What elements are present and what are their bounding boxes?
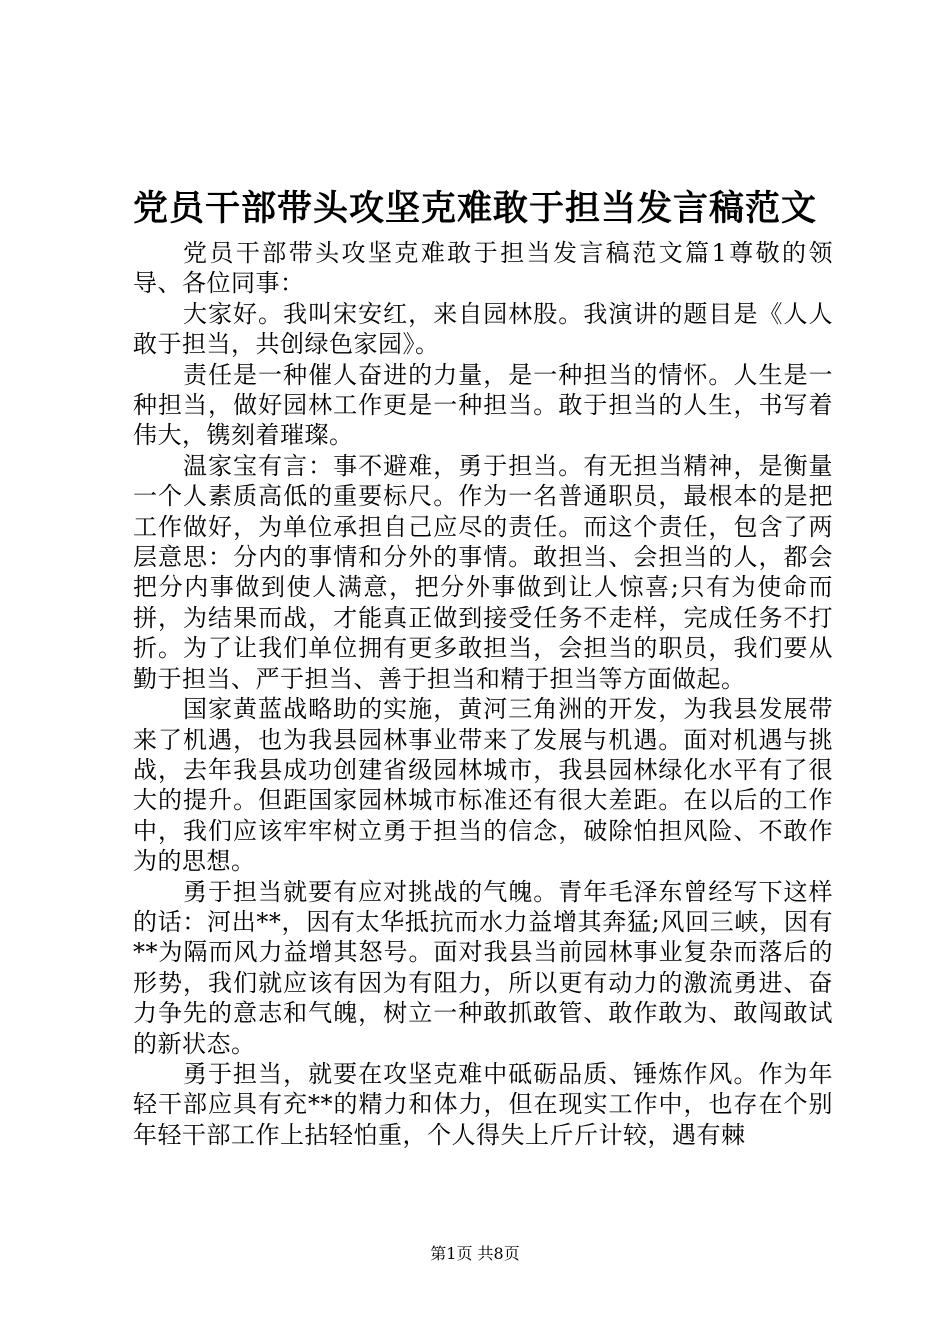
paragraph: 温家宝有言：事不避难，勇于担当。有无担当精神，是衡量一个人素质高低的重要标尺。作为一名普通职员，最根本的是把工作做好，为单位承担自己应尽的责任。而这个责任，包含了两层意思：分内的事情和分外的事情。敢担当、会担当的人，都会把分内事做到使人满意，把分外事做到让人惊喜;只有为使命而拼，为结果而战，才能真正做到接受任务不走样，完成任务不打折。为了让我们单位拥有更多敢担当，会担当的职员，我们要从勤于担当、严于担当、善于担当和精于担当等方面做起。 bbox=[133, 451, 833, 693]
paragraph: 党员干部带头攻坚克难敢于担当发言稿范文篇1尊敬的领导、各位同事： bbox=[133, 239, 833, 298]
paragraph: 国家黄蓝战略助的实施，黄河三角洲的开发，为我县发展带来了机遇，也为我县园林事业带来了发展与机遇。面对机遇与挑战，去年我县成功创建省级园林城市，我县园林绿化水平有了很大的提升。但距国家园林城市标准还有很大差距。在以后的工作中，我们应该牢牢树立勇于担当的信念，破除怕担风险、不敢作为的思想。 bbox=[133, 695, 833, 876]
paragraph: 勇于担当就要有应对挑战的气魄。青年毛泽东曾经写下这样的话：河出**，因有太华抵抗而水力益增其奔猛;风回三峡，因有**为隔而风力益增其怒号。面对我县当前园林事业复杂而落后的形势，我们就应该有因为有阻力，所以更有动力的激流勇进、奋力争先的意志和气魄，树立一种敢抓敢管、敢作敢为、敢闯敢试的新状态。 bbox=[133, 877, 833, 1058]
paragraph: 责任是一种催人奋进的力量，是一种担当的情怀。人生是一种担当，做好园林工作更是一种担当。敢于担当的人生，书写着伟大，镌刻着璀璨。 bbox=[133, 360, 833, 450]
document-title: 党员干部带头攻坚克难敢于担当发言稿范文 bbox=[132, 188, 817, 229]
document-body bbox=[133, 238, 833, 1150]
page-footer: 第1页 共8页 bbox=[430, 1244, 520, 1263]
paragraph: 勇于担当，就要在攻坚克难中砥砺品质、锤炼作风。作为年轻干部应具有充**的精力和体力，但在现实工作中，也存在个别年轻干部工作上拈轻怕重，个人得失上斤斤计较，遇有棘 bbox=[133, 1059, 833, 1149]
paragraph: 大家好。我叫宋安红，来自园林股。我演讲的题目是《人人敢于担当，共创绿色家园》。 bbox=[133, 299, 833, 359]
